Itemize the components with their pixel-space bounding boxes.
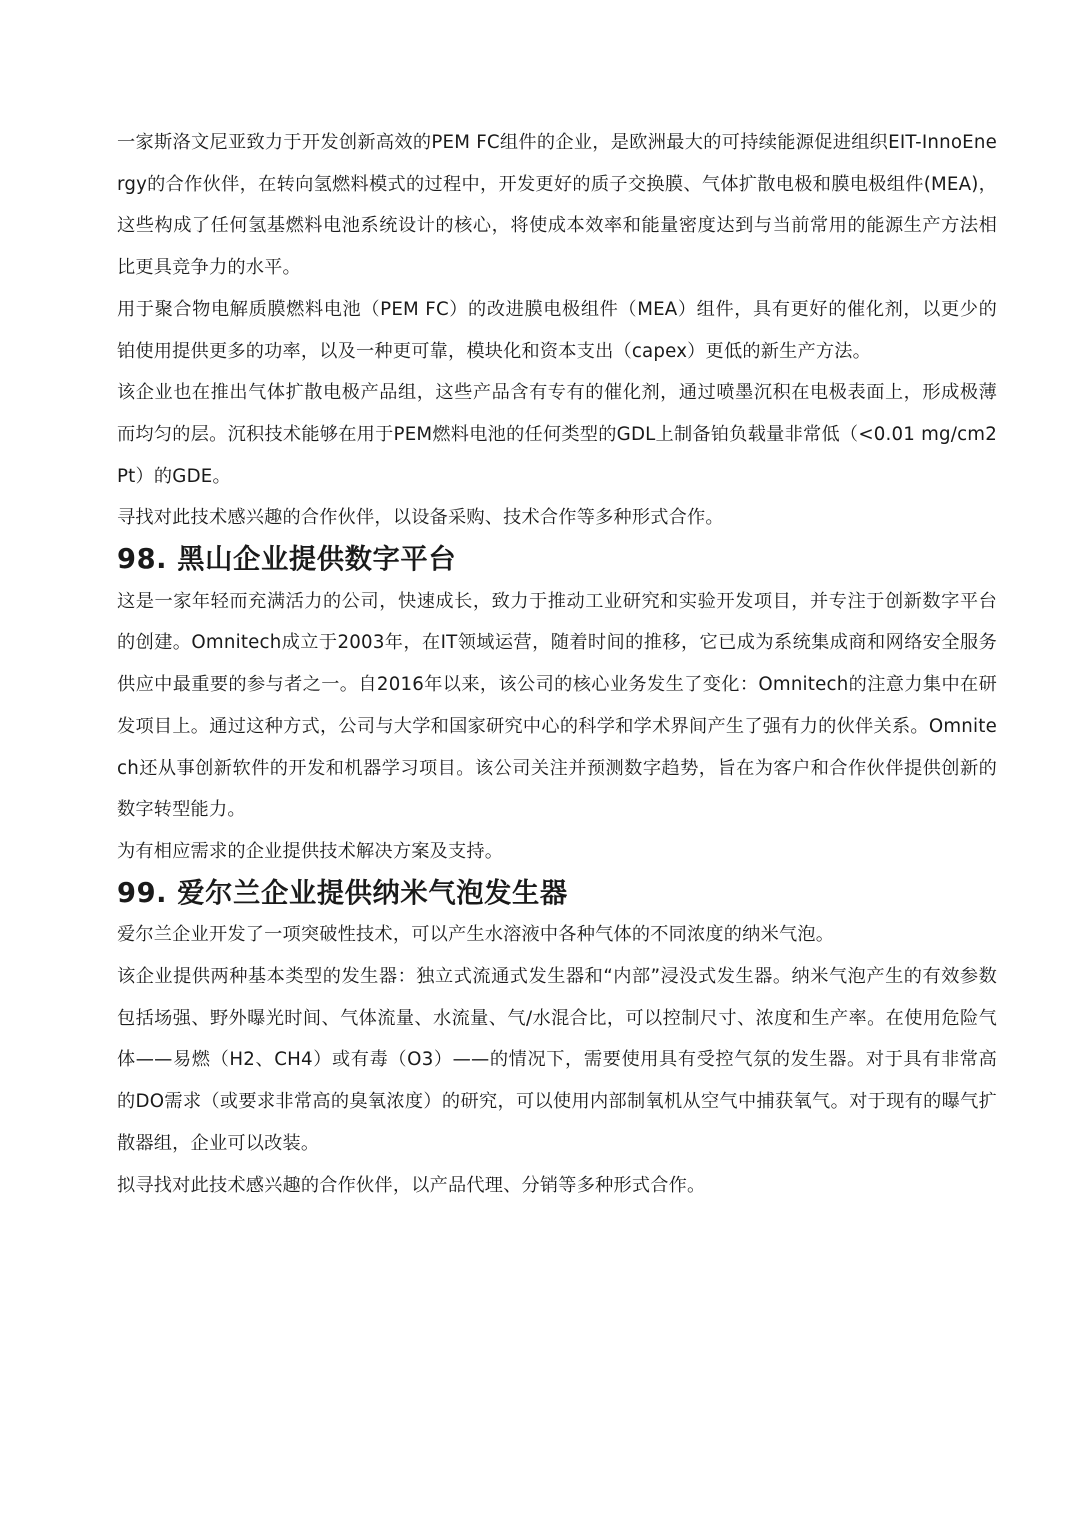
paragraph: 爱尔兰企业开发了一项突破性技术，可以产生水溶液中各种气体的不同浓度的纳米气泡。 bbox=[117, 924, 835, 946]
paragraph: 一家斯洛文尼亚致力于开发创新高效的PEM FC组件的企业，是欧洲最大的可持续能源促进组织EIT-InnoEnergy的合作伙伴，在转向氢燃料模式的过程中，开发更好的质子交换膜、气体扩散电极和膜电极组件(MEA)，这些构成了任何氢基燃料电池系统设计的核心，将使成本效率和能量密度达到与当前常用的能源生产方法相比更具竞争力的水平。 bbox=[117, 132, 997, 279]
paragraph: 这是一家年轻而充满活力的公司，快速成长，致力于推动工业研究和实验开发项目，并专注于创新数字平台的创建。Omnitech成立于2003年，在IT领域运营，随着时间的推移，它已成为系统集成商和网络安全服务供应中最重要的参与者之一。自2016年以来，该公司的核心业务发生了变化：Omnitech的注意力集中在研发项目上。通过这种方式，公司与大学和国家研究中心的科学和学术界间产生了强有力的伙伴关系。Omnitech还从事创新软件的开发和机器学习项目。该公司关注并预测数字趋势，旨在为客户和合作伙伴提供创新的数字转型能力。 bbox=[117, 590, 997, 821]
section-heading: 99. 爱尔兰企业提供纳米气泡发生器 bbox=[117, 877, 568, 909]
section-99-nanobubble-generator bbox=[117, 873, 997, 1207]
section-heading: 98. 黑山企业提供数字平台 bbox=[117, 544, 457, 576]
document-body bbox=[117, 122, 997, 1206]
paragraph: 为有相应需求的企业提供技术解决方案及支持。 bbox=[117, 840, 504, 862]
paragraph: 拟寻找对此技术感兴趣的合作伙伴，以产品代理、分销等多种形式合作。 bbox=[117, 1174, 706, 1196]
paragraph: 该企业提供两种基本类型的发生器：独立式流通式发生器和“内部”浸没式发生器。纳米气泡产生的有效参数包括场强、野外曝光时间、气体流量、水流量、气/水混合比，可以控制尺寸、浓度和生产率。在使用危险气体——易燃（H2、CH4）或有毒（O3）——的情况下，需要使用具有受控气氛的发生器。对于具有非常高的DO需求（或要求非常高的臭氧浓度）的研究，可以使用内部制氧机从空气中捕获氧气。对于现有的曝气扩散器组，企业可以改装。 bbox=[117, 966, 997, 1154]
paragraph: 该企业也在推出气体扩散电极产品组，这些产品含有专有的催化剂，通过喷墨沉积在电极表面上，形成极薄而均匀的层。沉积技术能够在用于PEM燃料电池的任何类型的GDL上制备铂负载量非常低（<0.01 mg/cm2 Pt）的GDE。 bbox=[117, 382, 997, 487]
paragraph: 用于聚合物电解质膜燃料电池（PEM FC）的改进膜电极组件（MEA）组件，具有更好的催化剂，以更少的铂使用提供更多的功率，以及一种更可靠，模块化和资本支出（capex）更低的新生产方法。 bbox=[117, 298, 997, 362]
section-98-digital-platform bbox=[117, 539, 997, 873]
paragraph: 寻找对此技术感兴趣的合作伙伴，以设备采购、技术合作等多种形式合作。 bbox=[117, 507, 724, 529]
section-pem-fc bbox=[117, 122, 997, 539]
